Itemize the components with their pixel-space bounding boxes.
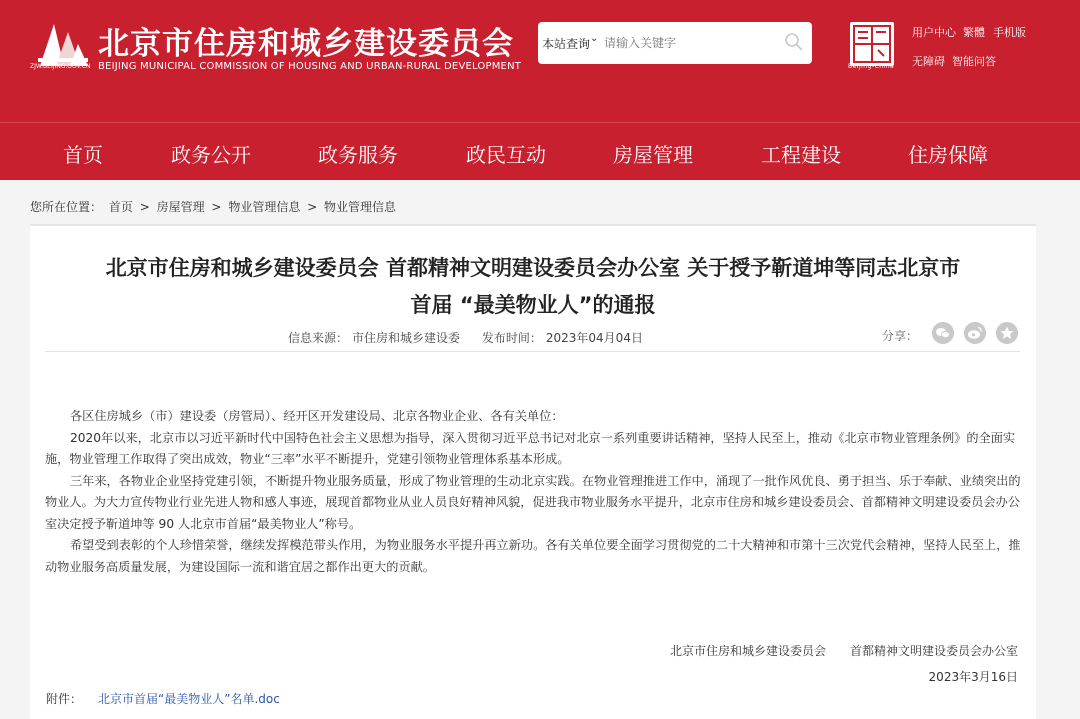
breadcrumb-separator: > bbox=[307, 200, 318, 214]
nav-item-gov-services[interactable]: 政务服务 bbox=[318, 143, 398, 167]
nav-item-housing-security[interactable]: 住房保障 bbox=[908, 143, 988, 167]
article-divider bbox=[45, 351, 1020, 352]
time-value: 2023年04月04日 bbox=[545, 331, 643, 345]
breadcrumb-prefix: 您所在位置： bbox=[30, 200, 103, 214]
nav-item-home[interactable]: 首页 bbox=[63, 143, 103, 167]
nav-item-engineering[interactable]: 工程建设 bbox=[761, 143, 841, 167]
logo-domain: ZJW.BEIJING.GOV.CN bbox=[30, 63, 91, 70]
site-title[interactable]: 北京市住房和城乡建设委员会 bbox=[98, 26, 514, 62]
time-label: 发布时间： bbox=[481, 331, 542, 345]
capital-logo-text: Beijing-China bbox=[848, 63, 895, 70]
breadcrumb-property-info[interactable]: 物业管理信息 bbox=[228, 200, 301, 214]
breadcrumb-home[interactable]: 首页 bbox=[108, 200, 133, 214]
nav-item-housing-management[interactable]: 房屋管理 bbox=[613, 143, 693, 167]
favorite-icon[interactable] bbox=[996, 322, 1018, 344]
search-scope-select[interactable]: 本站查询 bbox=[542, 37, 591, 51]
search-input[interactable] bbox=[604, 30, 774, 56]
smart-qa-link[interactable]: 智能问答 bbox=[952, 55, 996, 68]
share-label: 分享： bbox=[882, 329, 919, 343]
body-paragraph: 2020年以来，北京市以习近平新时代中国特色社会主义思想为指导，深入贯彻习近平总书记对北京一系列重要讲话精神，坚持人民至上，推动《北京市物业管理条例》的全面实施，物业管理工作取得了突出成效，物业“三率”水平不断提升，党建引领物业管理体系基本形成。 bbox=[45, 430, 1016, 466]
nav-item-interaction[interactable]: 政民互动 bbox=[466, 143, 546, 167]
site-header bbox=[0, 0, 1080, 122]
article-panel bbox=[30, 224, 1036, 719]
breadcrumb-current[interactable]: 物业管理信息 bbox=[324, 200, 397, 214]
user-center-link[interactable]: 用户中心 bbox=[912, 26, 956, 39]
traditional-chinese-link[interactable]: 繁體 bbox=[963, 26, 985, 39]
body-paragraph: 各区住房城乡（市）建设委（房管局）、经开区开发建设局、北京各物业企业、各有关单位： bbox=[70, 409, 564, 423]
breadcrumb-separator: > bbox=[139, 200, 150, 214]
article-body bbox=[45, 406, 1023, 578]
attachment-link[interactable]: 北京市首届“最美物业人”名单.doc bbox=[98, 692, 280, 706]
weibo-icon[interactable] bbox=[964, 322, 986, 344]
capital-seal-icon[interactable] bbox=[848, 20, 896, 68]
search-icon[interactable] bbox=[784, 32, 804, 52]
article-title bbox=[30, 250, 1036, 324]
signatories: 北京市住房和城乡建设委员会 首都精神文明建设委员会办公室 bbox=[669, 644, 1018, 658]
mobile-version-link[interactable]: 手机版 bbox=[993, 26, 1026, 39]
source-value: 市住房和城乡建设委 bbox=[352, 331, 461, 345]
chevron-down-icon[interactable]: ⌄ bbox=[590, 33, 599, 44]
article-title-line1: 北京市住房和城乡建设委员会 首都精神文明建设委员会办公室 关于授予靳道坤等同志北京市 bbox=[105, 256, 961, 280]
nav-item-gov-affairs-open[interactable]: 政务公开 bbox=[171, 143, 251, 167]
accessibility-link[interactable]: 无障碍 bbox=[912, 55, 945, 68]
site-subtitle: BEIJING MUNICIPAL COMMISSION OF HOUSING AND URBAN-RURAL DEVELOPMENT bbox=[98, 61, 522, 72]
article-title-line2: 首届 “最美物业人”的通报 bbox=[410, 293, 656, 317]
breadcrumb-separator: > bbox=[211, 200, 222, 214]
wechat-icon[interactable] bbox=[932, 322, 954, 344]
source-label: 信息来源： bbox=[288, 331, 349, 345]
sign-date: 2023年3月16日 bbox=[928, 670, 1018, 684]
breadcrumb-housing-management[interactable]: 房屋管理 bbox=[156, 200, 205, 214]
article-meta bbox=[288, 329, 647, 346]
main-nav bbox=[0, 122, 1080, 180]
commission-logo-icon[interactable] bbox=[34, 18, 90, 68]
body-paragraph: 希望受到表彰的个人珍惜荣誉，继续发挥模范带头作用，为物业服务水平提升再立新功。各有关单位要全面学习贯彻党的二十大精神和市第十三次党代会精神，坚持人民至上，推动物业服务高质量发展，为建设国际一流和谐宜居之都作出更大的贡献。 bbox=[45, 538, 1021, 574]
breadcrumb bbox=[30, 198, 399, 215]
attachment-label: 附件： bbox=[46, 692, 83, 706]
attachment-row bbox=[46, 690, 280, 707]
body-paragraph: 三年来，各物业企业坚持党建引领，不断提升物业服务质量，形成了物业管理的生动北京实践。在物业管理推进工作中，涌现了一批作风优良、勇于担当、乐于奉献、业绩突出的物业人。为大力宣传物业行业先进人物和感人事迹，展现首都物业从业人员良好精神风貌，促进我市物业服务水平提升，北京市住房和城乡建设委员会、首都精神文明建设委员会办公室决定授予靳道坤等 90 人北京市首届“最美物业人”称号。 bbox=[45, 473, 1021, 531]
search-box bbox=[538, 22, 812, 64]
